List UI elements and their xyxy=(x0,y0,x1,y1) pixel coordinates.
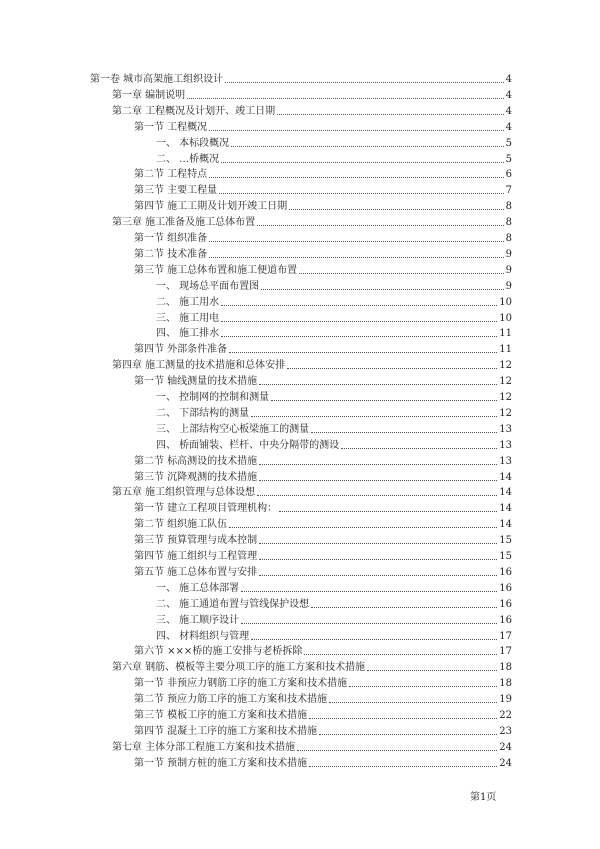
toc-leader-dots xyxy=(241,623,497,624)
toc-entry[interactable] xyxy=(134,517,512,531)
toc-entry[interactable] xyxy=(134,454,512,468)
toc-entry-page: 13 xyxy=(499,439,512,451)
toc-entry[interactable] xyxy=(156,311,512,325)
toc-entry-page: 19 xyxy=(499,694,512,706)
toc-entry-title: 第四节 施工组织与工程管理 xyxy=(134,551,258,562)
toc-entry[interactable] xyxy=(134,342,512,356)
toc-entry-title: 一、 现场总平面布置图 xyxy=(156,280,260,292)
toc-entry[interactable] xyxy=(134,374,512,388)
toc-entry[interactable] xyxy=(134,183,512,197)
toc-entry-page: 12 xyxy=(499,392,512,403)
toc-entry[interactable] xyxy=(134,549,512,563)
toc-entry-page: 17 xyxy=(499,646,512,658)
toc-leader-dots xyxy=(225,82,503,83)
toc-entry[interactable] xyxy=(134,644,512,658)
toc-entry-title: 四、 材料组织与管理 xyxy=(156,630,250,642)
toc-entry[interactable] xyxy=(134,676,512,690)
toc-entry[interactable] xyxy=(134,470,512,484)
toc-entry-page: 18 xyxy=(499,678,512,690)
toc-entry-page: 13 xyxy=(499,423,512,435)
toc-entry[interactable] xyxy=(134,501,512,515)
toc-entry-page: 7 xyxy=(505,185,512,197)
toc-entry-page: 5 xyxy=(505,137,512,149)
toc-entry-page: 24 xyxy=(499,757,512,769)
toc-entry[interactable] xyxy=(112,358,512,372)
toc-leader-dots xyxy=(257,495,497,496)
toc-leader-dots xyxy=(304,654,497,655)
toc-entry-title: 第三节 预算管理与成本控制 xyxy=(134,535,258,547)
toc-entry-page: 16 xyxy=(499,566,512,578)
toc-entry-page: 9 xyxy=(505,280,512,292)
toc-leader-dots xyxy=(209,130,503,131)
toc-leader-dots xyxy=(187,98,503,99)
toc-entry[interactable] xyxy=(134,692,512,706)
toc-leader-dots xyxy=(341,448,497,449)
toc-entry-title: 第二节 组织施工队伍 xyxy=(134,519,228,531)
toc-entry-page: 14 xyxy=(499,503,512,515)
toc-entry-page: 5 xyxy=(505,153,512,165)
toc-entry-title: 第一节 轴线测量的技术措施 xyxy=(134,376,258,388)
toc-leader-dots xyxy=(257,225,503,226)
toc-entry-title: 第一卷 城市高架施工组织设计 xyxy=(90,74,224,85)
toc-entry-page: 9 xyxy=(505,248,512,260)
toc-entry-title: 第一节 非预应力钢筋工序的施工方案和技术措施 xyxy=(134,678,348,690)
toc-entry-title: 四、 桥面铺装、栏杆、中央分隔带的测设 xyxy=(156,439,340,451)
toc-leader-dots xyxy=(349,686,497,687)
toc-leader-dots xyxy=(231,146,503,147)
toc-entry[interactable] xyxy=(134,724,512,738)
toc-leader-dots xyxy=(221,162,503,163)
toc-entry-page: 14 xyxy=(499,519,512,531)
toc-leader-dots xyxy=(311,607,497,608)
toc-leader-dots xyxy=(309,718,497,719)
toc-leader-dots xyxy=(241,591,497,592)
toc-entry-page: 4 xyxy=(505,74,512,85)
toc-entry-page: 24 xyxy=(499,741,512,753)
toc-entry-page: 14 xyxy=(499,471,512,483)
toc-entry[interactable] xyxy=(134,263,512,277)
toc-entry-page: 18 xyxy=(499,662,512,674)
toc-entry[interactable] xyxy=(90,72,512,86)
toc-entry[interactable] xyxy=(112,660,512,674)
toc-entry-page: 14 xyxy=(499,487,512,499)
toc-entry-title: 第四节 施工工期及计划开竣工日期 xyxy=(134,201,288,213)
toc-entry[interactable] xyxy=(134,120,512,134)
toc-leader-dots xyxy=(329,702,497,703)
toc-entry[interactable] xyxy=(156,390,512,404)
toc-entry-title: 一、 本标段概况 xyxy=(156,137,230,149)
toc-leader-dots xyxy=(279,511,497,512)
toc-entry-page: 8 xyxy=(505,201,512,213)
toc-entry[interactable] xyxy=(156,629,512,643)
toc-entry[interactable] xyxy=(134,247,512,261)
toc-entry-title: 第一节 预制方桩的施工方案和技术措施 xyxy=(134,757,308,769)
toc-entry-page: 12 xyxy=(499,360,512,372)
toc-entry-page: 11 xyxy=(499,344,512,356)
toc-entry-page: 8 xyxy=(505,233,512,244)
toc-leader-dots xyxy=(289,209,503,210)
toc-leader-dots xyxy=(259,464,497,465)
toc-entry-page: 16 xyxy=(499,598,512,610)
toc-entry-page: 9 xyxy=(505,264,512,276)
toc-entry-title: 四、 施工排水 xyxy=(156,328,220,340)
toc-entry-page: 17 xyxy=(499,630,512,642)
toc-leader-dots xyxy=(287,368,497,369)
toc-entry-page: 22 xyxy=(499,710,512,721)
toc-entry[interactable] xyxy=(156,295,512,309)
toc-entry-title: 第一节 组织准备 xyxy=(134,233,208,244)
toc-entry[interactable] xyxy=(156,597,512,611)
toc-entry[interactable] xyxy=(112,740,512,754)
toc-entry-title: 三、 上部结构空心板梁施工的测量 xyxy=(156,423,310,435)
toc-entry-page: 10 xyxy=(499,312,512,324)
toc-leader-dots xyxy=(209,241,503,242)
toc-entry[interactable] xyxy=(112,485,512,499)
toc-entry[interactable] xyxy=(112,104,512,118)
toc-entry[interactable] xyxy=(134,756,512,770)
toc-entry[interactable] xyxy=(156,438,512,452)
toc-leader-dots xyxy=(259,384,497,385)
toc-entry-title: 第四章 施工测量的技术措施和总体安排 xyxy=(112,360,286,372)
toc-entry[interactable] xyxy=(134,565,512,579)
toc-entry-title: 第一章 编制说明 xyxy=(112,89,186,101)
toc-entry-title: 二、 施工用水 xyxy=(156,296,220,308)
toc-leader-dots xyxy=(297,750,497,751)
toc-entry-title: 三、 施工顺序设计 xyxy=(156,614,240,626)
toc-leader-dots xyxy=(229,527,497,528)
toc-entry-title: 第三节 主要工程量 xyxy=(134,185,218,197)
toc-leader-dots xyxy=(309,766,497,767)
toc-entry-title: 一、 施工总体部署 xyxy=(156,582,240,594)
toc-entry[interactable] xyxy=(134,231,512,245)
toc-entry-title: 第三节 沉降观测的技术措施 xyxy=(134,471,258,483)
toc-entry-page: 10 xyxy=(499,296,512,308)
toc-entry[interactable] xyxy=(134,199,512,213)
toc-entry-title: 第五节 施工总体布置与安排 xyxy=(134,566,258,578)
toc-entry-page: 4 xyxy=(505,105,512,117)
toc-entry-title: 第二节 预应力筋工序的施工方案和技术措施 xyxy=(134,694,328,706)
toc-entry-page: 12 xyxy=(499,407,512,419)
toc-leader-dots xyxy=(277,114,503,115)
toc-entry-title: 第二节 技术准备 xyxy=(134,248,208,260)
toc-entry-title: 第三节 模板工序的施工方案和技术措施 xyxy=(134,710,308,721)
toc-entry-title: 第二节 工程特点 xyxy=(134,169,208,181)
toc-entry[interactable] xyxy=(134,533,512,547)
toc-entry[interactable] xyxy=(134,708,512,722)
toc-entry-title: 二、 下部结构的测量 xyxy=(156,407,250,419)
toc-leader-dots xyxy=(209,177,503,178)
toc-leader-dots xyxy=(259,559,497,560)
toc-entry-page: 13 xyxy=(499,455,512,467)
toc-leader-dots xyxy=(209,257,503,258)
toc-entry[interactable] xyxy=(112,88,512,102)
toc-leader-dots xyxy=(251,639,497,640)
toc-entry-page: 16 xyxy=(499,582,512,594)
toc-leader-dots xyxy=(259,480,497,481)
toc-entry-title: 二、 施工通道布置与管线保护设想 xyxy=(156,598,310,610)
toc-entry[interactable] xyxy=(156,581,512,595)
toc-leader-dots xyxy=(271,400,497,401)
toc-entry-title: 第四节 混凝土工序的施工方案和技术措施 xyxy=(134,725,318,737)
toc-entry-page: 4 xyxy=(505,121,512,133)
toc-entry-title: 二、 …桥概况 xyxy=(156,153,220,165)
page-number-footer: 第1页 xyxy=(470,792,497,803)
toc-entry-title: 第三章 施工准备及施工总体布置 xyxy=(112,217,256,229)
toc-entry-title: 第五章 施工组织管理与总体设想 xyxy=(112,487,256,499)
toc-entry[interactable] xyxy=(156,279,512,293)
toc-leader-dots xyxy=(311,432,497,433)
toc-entry-title: 第三节 施工总体布置和施工便道布置 xyxy=(134,264,298,276)
toc-entry-title: 第六节 ×××桥的施工安排与老桥拆除 xyxy=(134,646,303,658)
toc-leader-dots xyxy=(229,352,497,353)
toc-leader-dots xyxy=(219,193,503,194)
toc-entry-title: 第二章 工程概况及计划开、竣工日期 xyxy=(112,105,276,117)
toc-leader-dots xyxy=(259,543,497,544)
toc-entry[interactable] xyxy=(156,422,512,436)
toc-entry[interactable] xyxy=(156,326,512,340)
toc-leader-dots xyxy=(221,321,497,322)
toc-entry-page: 6 xyxy=(505,169,512,181)
toc-entry-page: 15 xyxy=(499,551,512,562)
toc-leader-dots xyxy=(367,670,497,671)
toc-entry[interactable] xyxy=(156,613,512,627)
toc-leader-dots xyxy=(299,273,503,274)
toc-entry-page: 8 xyxy=(505,217,512,229)
toc-leader-dots xyxy=(319,734,497,735)
toc-leader-dots xyxy=(221,305,497,306)
toc-entry-title: 第六章 钢筋、模板等主要分项工序的施工方案和技术措施 xyxy=(112,662,366,674)
toc-entry-title: 一、 控制网的控制和测量 xyxy=(156,392,270,403)
toc-entry-title: 第四节 外部条件准备 xyxy=(134,344,228,356)
toc-entry[interactable] xyxy=(156,406,512,420)
toc-leader-dots xyxy=(221,336,497,337)
toc-entry[interactable] xyxy=(156,136,512,150)
toc-entry-title: 第一节 建立工程项目管理机构： xyxy=(134,503,278,515)
toc-entry-page: 15 xyxy=(499,535,512,547)
toc-entry-page: 16 xyxy=(499,614,512,626)
toc-leader-dots xyxy=(251,416,497,417)
toc-entry-page: 11 xyxy=(499,328,512,340)
toc-leader-dots xyxy=(261,289,503,290)
toc-entry-page: 12 xyxy=(499,376,512,388)
toc-entry-page: 4 xyxy=(505,89,512,101)
toc-entry-title: 三、 施工用电 xyxy=(156,312,220,324)
toc-leader-dots xyxy=(259,575,497,576)
toc-entry[interactable] xyxy=(156,152,512,166)
toc-entry-page: 23 xyxy=(499,725,512,737)
toc-entry-title: 第七章 主体分部工程施工方案和技术措施 xyxy=(112,741,296,753)
toc-entry[interactable] xyxy=(112,215,512,229)
toc-entry-title: 第二节 标高测设的技术措施 xyxy=(134,455,258,467)
toc-entry[interactable] xyxy=(134,167,512,181)
toc-entry-title: 第一节 工程概况 xyxy=(134,121,208,133)
